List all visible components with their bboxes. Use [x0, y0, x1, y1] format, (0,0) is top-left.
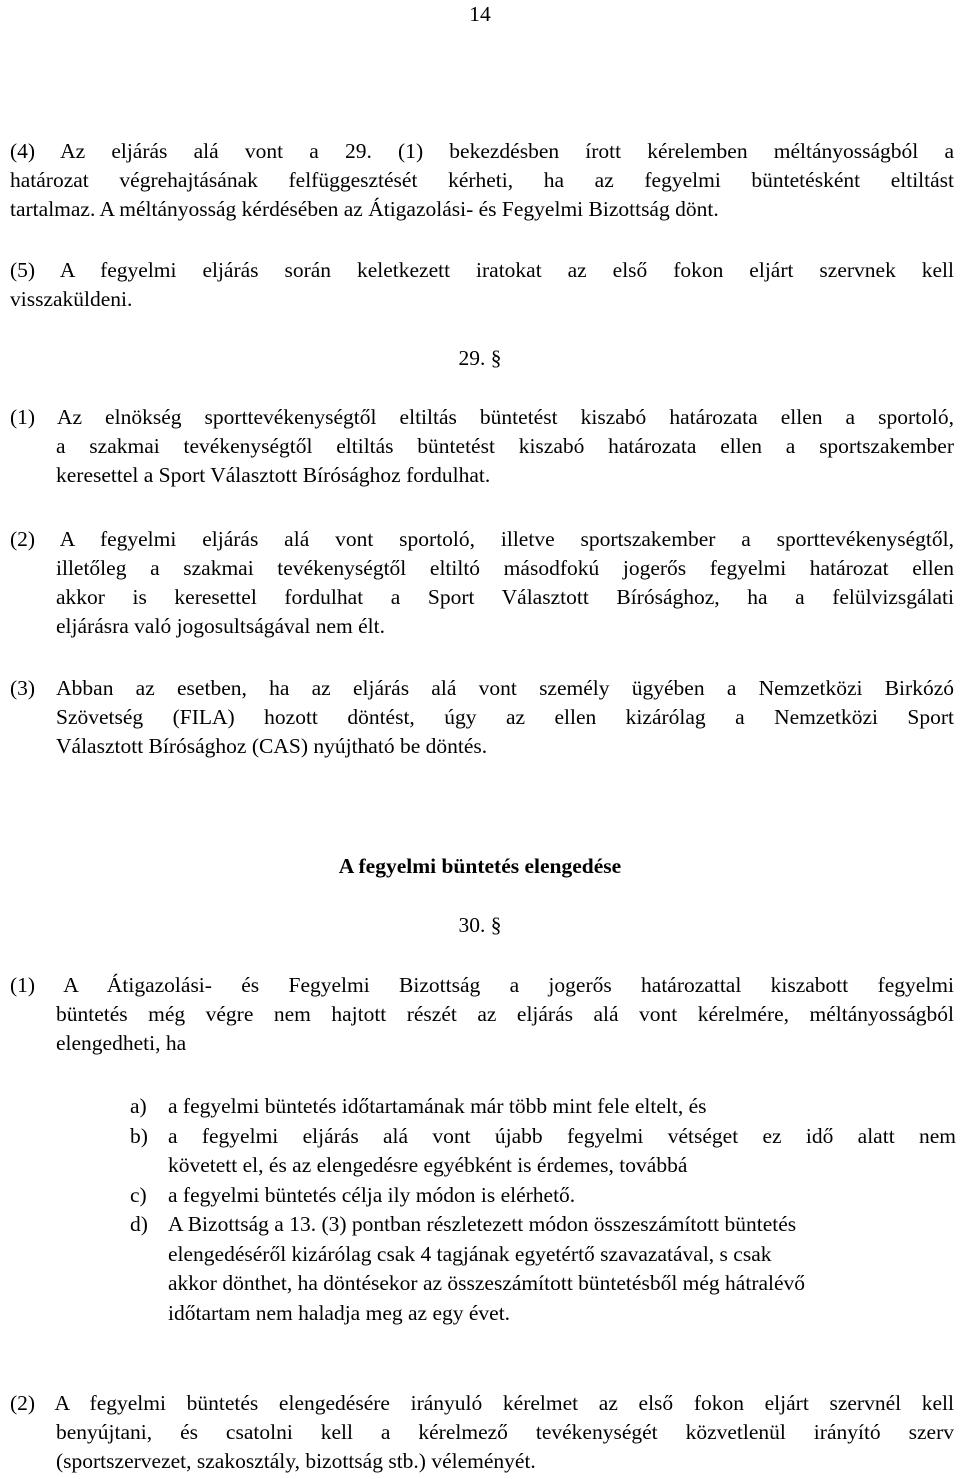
text-line: időtartam nem haladja meg az egy évet.	[168, 1300, 511, 1325]
list-item	[130, 1181, 960, 1211]
list-item	[130, 1092, 960, 1122]
text-line: követett el, és az elengedésre egyébként is érdemes, továbbá	[168, 1153, 688, 1177]
paragraph-28-4	[10, 137, 954, 224]
text-line: (4) Az eljárás alá vont a 29. (1) bekezdésben írott kérelemben méltányosságból a	[10, 139, 954, 163]
text-line: visszaküldeni.	[10, 287, 133, 311]
text-line: (3) Abban az esetben, ha az eljárás alá vont személy ügyében a Nemzetközi Birkózó	[10, 676, 954, 700]
text-line: benyújtani, és csatolni kell a kérelmező tevékenységét közvetlenül irányító szerv	[56, 1420, 954, 1444]
text-line: keresettel a Sport Választott Bírósághoz fordulhat.	[56, 463, 491, 487]
text-line: határozat végrehajtásának felfüggesztését kérheti, ha az fegyelmi büntetésként eltiltást	[10, 168, 954, 192]
text-line: (2) A fegyelmi eljárás alá vont sportoló, illetve sportszakember a sporttevékenységtől,	[10, 527, 954, 551]
list-item	[130, 1122, 960, 1181]
text-line: a szakmai tevékenységtől eltiltás büntetést kiszabó határozata ellen a sportszakember	[56, 434, 954, 458]
text-line: illetőleg a szakmai tevékenységtől eltiltó másodfokú jogerős fegyelmi határozat ellen	[56, 556, 954, 580]
text-line: (sportszervezet, szakosztály, bizottság stb.) véleményét.	[56, 1449, 536, 1473]
paragraph-29-3	[10, 674, 954, 761]
text-line: a fegyelmi eljárás alá vont újabb fegyelmi vétséget ez idő alatt nem	[168, 1123, 956, 1148]
text-line: büntetés még végre nem hajtott részét az eljárás alá vont kérelmére, méltányosságból	[56, 1002, 954, 1026]
section-29-title: 29. §	[458, 346, 502, 370]
paragraph-29-1	[10, 403, 954, 490]
text-line: Szövetség (FILA) hozott döntést, úgy az ellen kizárólag a Nemzetközi Sport	[56, 705, 954, 729]
list-marker: d)	[130, 1212, 148, 1236]
text-line: tartalmaz. A méltányosság kérdésében az Átigazolási- és Fegyelmi Bizottság dönt.	[10, 197, 719, 221]
list-item	[130, 1210, 960, 1328]
list-marker: c)	[130, 1182, 147, 1207]
paragraph-28-5	[10, 256, 954, 314]
section-heading: A fegyelmi büntetés elengedése	[338, 854, 622, 878]
text-line: akkor dönthet, ha döntésekor az összeszámított büntetésből még hátralévő	[168, 1271, 806, 1295]
paragraph-29-2	[10, 525, 954, 641]
text-line: elengedheti, ha	[56, 1031, 187, 1055]
text-line: (1) A Átigazolási- és Fegyelmi Bizottság a jogerős határozattal kiszabott fegyelmi	[10, 973, 954, 997]
paragraph-30-1	[10, 971, 954, 1058]
text-line: a fegyelmi büntetés időtartamának már több mint fele eltelt, és	[168, 1094, 707, 1118]
text-line: A Bizottság a 13. (3) pontban részletezett módon összeszámított büntetés	[168, 1212, 797, 1236]
text-line: Választott Bírósághoz (CAS) nyújtható be döntés.	[56, 734, 488, 758]
list-marker: b)	[130, 1123, 148, 1148]
paragraph-30-2	[10, 1389, 954, 1476]
condition-list	[130, 1092, 960, 1328]
text-line: (1) Az elnökség sporttevékenységtől eltiltás büntetést kiszabó határozata ellen a sportoló,	[10, 405, 954, 429]
page-number: 14	[469, 2, 491, 26]
text-line: akkor is keresettel fordulhat a Sport Választott Bírósághoz, ha a felülvizsgálati	[56, 585, 954, 609]
section-30-title: 30. §	[458, 913, 502, 937]
text-line: eljárásra való jogosultságával nem élt.	[56, 614, 385, 638]
list-marker: a)	[130, 1094, 147, 1118]
text-line: (2) A fegyelmi büntetés elengedésére irányuló kérelmet az első fokon eljárt szervnél kell	[10, 1391, 954, 1415]
text-line: elengedéséről kizárólag csak 4 tagjának egyetértő szavazatával, s csak	[168, 1241, 772, 1266]
text-line: a fegyelmi büntetés célja ily módon is elérhető.	[168, 1182, 576, 1207]
text-line: (5) A fegyelmi eljárás során keletkezett iratokat az első fokon eljárt szervnek kell	[10, 258, 954, 282]
